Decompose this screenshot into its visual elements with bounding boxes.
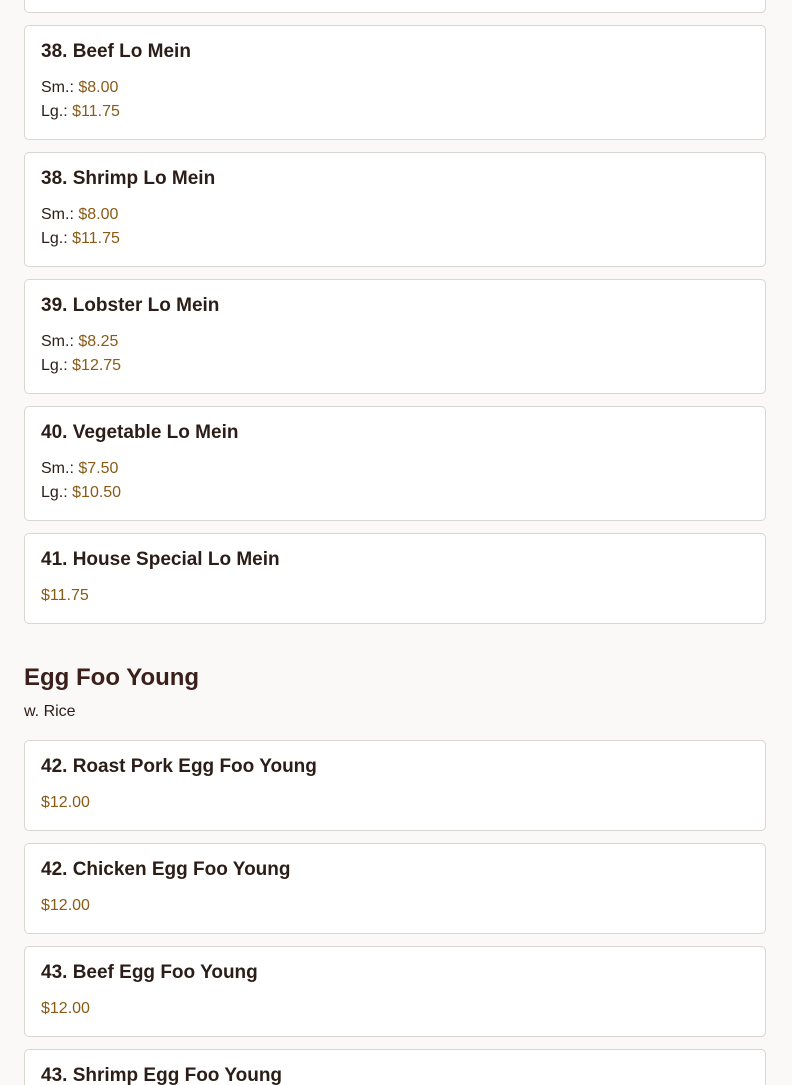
item-name: 38. Shrimp Lo Mein — [41, 168, 216, 189]
price-line — [41, 999, 90, 1019]
price-line — [41, 793, 90, 813]
section-note: w. Rice — [24, 703, 76, 720]
price: $12.00 — [41, 794, 90, 811]
size-label: Lg.: — [41, 484, 68, 501]
item-name: 43. Shrimp Egg Foo Young — [41, 1065, 283, 1085]
small-price-line — [41, 78, 118, 98]
price: $12.00 — [41, 897, 90, 914]
price: $8.00 — [78, 79, 119, 96]
item-name: 38. Beef Lo Mein — [41, 41, 191, 62]
menu-item-card[interactable] — [24, 406, 766, 521]
item-name: 39. Lobster Lo Mein — [41, 295, 220, 316]
size-label: Sm.: — [41, 206, 74, 223]
menu-item-card[interactable] — [24, 740, 766, 831]
price: $11.75 — [72, 103, 120, 120]
item-name: 43. Beef Egg Foo Young — [41, 962, 258, 983]
small-price-line — [41, 332, 118, 352]
large-price-line — [41, 483, 121, 503]
menu-item-card[interactable] — [24, 843, 766, 934]
size-label: Lg.: — [41, 357, 68, 374]
large-price-line — [41, 356, 121, 376]
price: $12.00 — [41, 1000, 90, 1017]
small-price-line — [41, 205, 118, 225]
large-price-line — [41, 102, 120, 122]
small-price-line — [41, 459, 118, 479]
section-title: Egg Foo Young — [24, 664, 200, 691]
size-label: Lg.: — [41, 230, 68, 247]
size-label: Sm.: — [41, 333, 74, 350]
price: $7.50 — [78, 460, 119, 477]
item-name: 42. Roast Pork Egg Foo Young — [41, 756, 317, 777]
menu-item-card[interactable] — [24, 1049, 766, 1085]
price: $11.75 — [41, 587, 89, 604]
menu-item-card[interactable] — [24, 25, 766, 140]
size-label: Lg.: — [41, 103, 68, 120]
price: $8.25 — [78, 333, 119, 350]
size-label: Sm.: — [41, 460, 74, 477]
price-line — [41, 586, 89, 606]
item-name: 40. Vegetable Lo Mein — [41, 422, 239, 443]
menu-item-card[interactable] — [24, 279, 766, 394]
price-line — [41, 896, 90, 916]
price: $11.75 — [72, 230, 120, 247]
price: $10.50 — [72, 484, 122, 501]
size-label: Sm.: — [41, 79, 74, 96]
price: $12.75 — [72, 357, 122, 374]
menu-item-card[interactable] — [24, 152, 766, 267]
item-name: 41. House Special Lo Mein — [41, 549, 280, 570]
menu-item-card[interactable] — [24, 533, 766, 624]
menu-item-card[interactable] — [24, 946, 766, 1037]
price: $8.00 — [78, 206, 119, 223]
large-price-line — [41, 229, 120, 249]
menu-item-card-partial[interactable] — [24, 0, 766, 13]
item-name: 42. Chicken Egg Foo Young — [41, 859, 291, 880]
